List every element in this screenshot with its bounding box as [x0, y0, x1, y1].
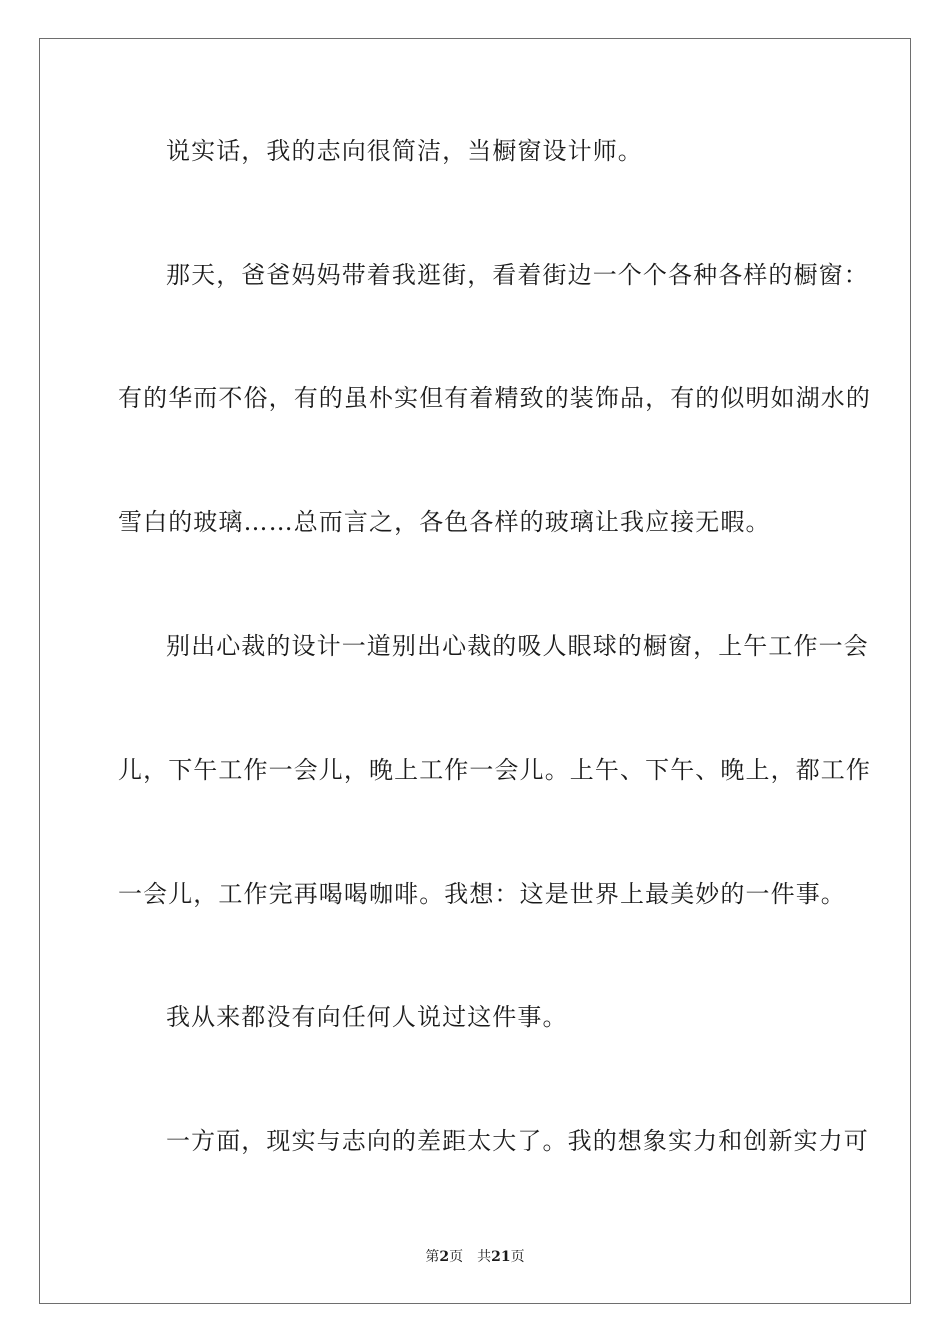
paragraph-line: 有的华而不俗，有的虽朴实但有着精致的装饰品，有的似明如湖水的	[118, 384, 871, 412]
page-prefix: 第	[425, 1249, 440, 1265]
page-number: 2	[439, 1249, 450, 1265]
paragraph-line: 我从来都没有向任何人说过这件事。	[166, 1003, 568, 1031]
total-suffix: 页	[510, 1249, 525, 1265]
page-footer	[0, 1248, 950, 1266]
paragraph-line: 那天，爸爸妈妈带着我逛街，看着街边一个个各种各样的橱窗：	[166, 261, 869, 289]
paragraph-line: 别出心裁的设计一道别出心裁的吸人眼球的橱窗，上午工作一会	[166, 632, 869, 660]
total-pages: 21	[491, 1249, 511, 1265]
paragraph-line: 说实话，我的志向很简洁，当橱窗设计师。	[166, 137, 643, 165]
total-prefix: 共	[477, 1249, 492, 1265]
paragraph-line: 一会儿，工作完再喝喝咖啡。我想：这是世界上最美妙的一件事。	[118, 880, 846, 908]
page-border	[39, 38, 911, 1304]
paragraph-line: 一方面，现实与志向的差距太大了。我的想象实力和创新实力可	[166, 1127, 869, 1155]
paragraph-line: 雪白的玻璃……总而言之，各色各样的玻璃让我应接无暇。	[118, 508, 771, 536]
paragraph-line: 儿，下午工作一会儿，晚上工作一会儿。上午、下午、晚上，都工作	[118, 756, 871, 784]
page-suffix: 页	[449, 1249, 464, 1265]
